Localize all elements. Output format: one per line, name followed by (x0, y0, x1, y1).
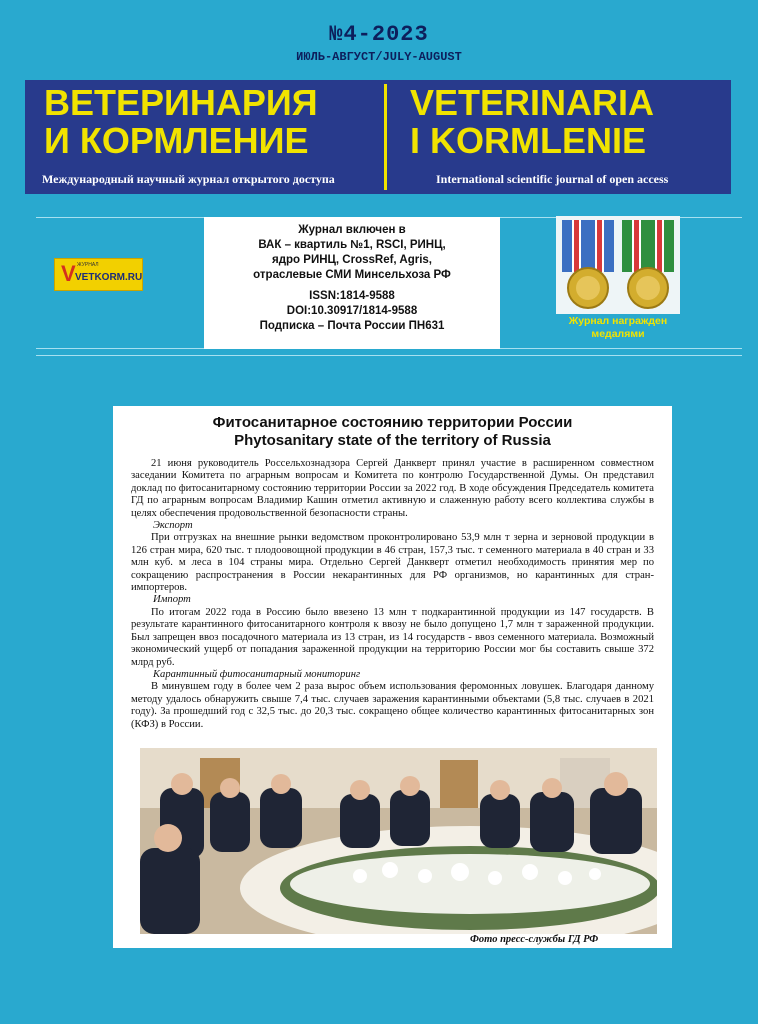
section-heading-monitoring: Карантинный фитосанитарный мониторинг (153, 668, 361, 680)
medals-caption-line2: медалями (591, 328, 645, 340)
decor-line (36, 355, 742, 356)
vetkorm-logo[interactable] (54, 258, 143, 291)
journal-title-en-line2: I KORMLENIE (410, 120, 647, 161)
doi: DOI:10.30917/1814-9588 (286, 305, 418, 317)
info-line: ядро РИНЦ, CrossRef, Agris, (272, 254, 432, 266)
journal-title-en-line1: VETERINARIA (410, 82, 655, 123)
meeting-photo-image (140, 748, 657, 934)
journal-subtitle-ru: Международный научный журнал открытого доступа (42, 172, 335, 186)
photo-caption: Фото пресс-службы ГД РФ (470, 934, 599, 945)
journal-title-en (410, 84, 654, 160)
section-heading-export: Экспорт (153, 520, 193, 532)
article-body (131, 458, 654, 731)
article-paragraph: В минувшем году в более чем 2 раза вырос объем использования феромонных ловушек. Благодаря данному методу удалось обнаружить свыше 7,4 тыс. случаев заражения карантинными объектами (5,8 тыс. случаев в 2021 году). За прошедший год с 32,5 тыс. до 20,3 тыс. сокращено общее количество карантинных фитосанитарных зон (КФЗ) в России. (131, 681, 654, 730)
indexing-info-box (204, 217, 500, 349)
info-line: отраслевые СМИ Минсельхоза РФ (253, 269, 451, 281)
info-line: ВАК – квартиль №1, RSCI, РИНЦ, (258, 239, 446, 251)
info-line: Журнал включен в (298, 224, 406, 236)
decor-line (680, 217, 742, 218)
journal-title-ru-line2: И КОРМЛЕНИЕ (44, 120, 309, 161)
issn: ISSN:1814-9588 (309, 290, 395, 302)
section-heading-import: Импорт (153, 594, 191, 606)
decor-line (500, 217, 556, 218)
article-title-ru: Фитосанитарное состоянию территории России (212, 414, 573, 431)
issue-months: ИЮЛЬ-АВГУСТ/JULY-AUGUST (296, 50, 462, 64)
subscription-index: Подписка – Почта России ПН631 (259, 320, 445, 332)
medals-image (556, 216, 680, 314)
decor-line (36, 217, 204, 218)
medals-caption (556, 315, 680, 341)
meeting-photo (140, 748, 657, 934)
journal-title-ru (44, 84, 318, 160)
journal-title-ru-line1: ВЕТЕРИНАРИЯ (44, 82, 318, 123)
logo-site-name: VETKORM.RU (75, 272, 143, 283)
article-paragraph: По итогам 2022 года в Россию было ввезено 13 млн т подкарантинной продукции из 147 государств. В результате карантинного фитосанитарного контроля к ввозу не было допущено 1,7 млн т зараженной продукции. Был запрещен ввоз посадочного материала из 13 стран, из 14 государств - ввоз семенного материала. Возможный экономический ущерб от попадания зараженной продукции на территорию России мог бы составить свыше 372 млрд руб. (131, 606, 654, 668)
journal-subtitle-en: International scientific journal of open access (436, 172, 669, 186)
medals-caption-line1: Журнал награжден (568, 315, 668, 327)
medals-icon (556, 216, 680, 314)
article-paragraph: 21 июня руководитель Россельхознадзора Сергей Данкверт принял участие в расширенном совместном заседании Комитета по аграрным вопросам и Комитета по контролю Государственной Думы. Он представил доклад по фитосанитарному состоянию территории России за 2022 год. В ходе обсуждения Председатель комитета ГД по аграрным вопросам Владимир Кашин отметил активную и слаженную работу всего коллектива службы в целях обеспечения продовольственной безопасности страны. (131, 458, 654, 519)
title-divider (384, 84, 387, 190)
article-title-en: Phytosanitary state of the territory of Russia (234, 432, 551, 449)
logo-small-text: ЖУРНАЛ (77, 262, 99, 268)
logo-v-icon: V (61, 261, 76, 286)
issue-number: №4-2023 (329, 22, 429, 47)
article-paragraph: При отгрузках на внешние рынки ведомством проконтролировано 53,9 млн т зерна и зерновой продукции в 126 стран мира, 620 тыс. т плодоовощной продукции в 46 стран, 157,3 тыс. т семенного материала в 40 стран и 33 млн куб. м леса в 104 страны мира. Отдельно Сергей Данкверт отметил необходимость принятия мер по сокращению распространения в России некарантинных для РФ организмов, но карантинных для стран-импортеров. (131, 532, 654, 594)
